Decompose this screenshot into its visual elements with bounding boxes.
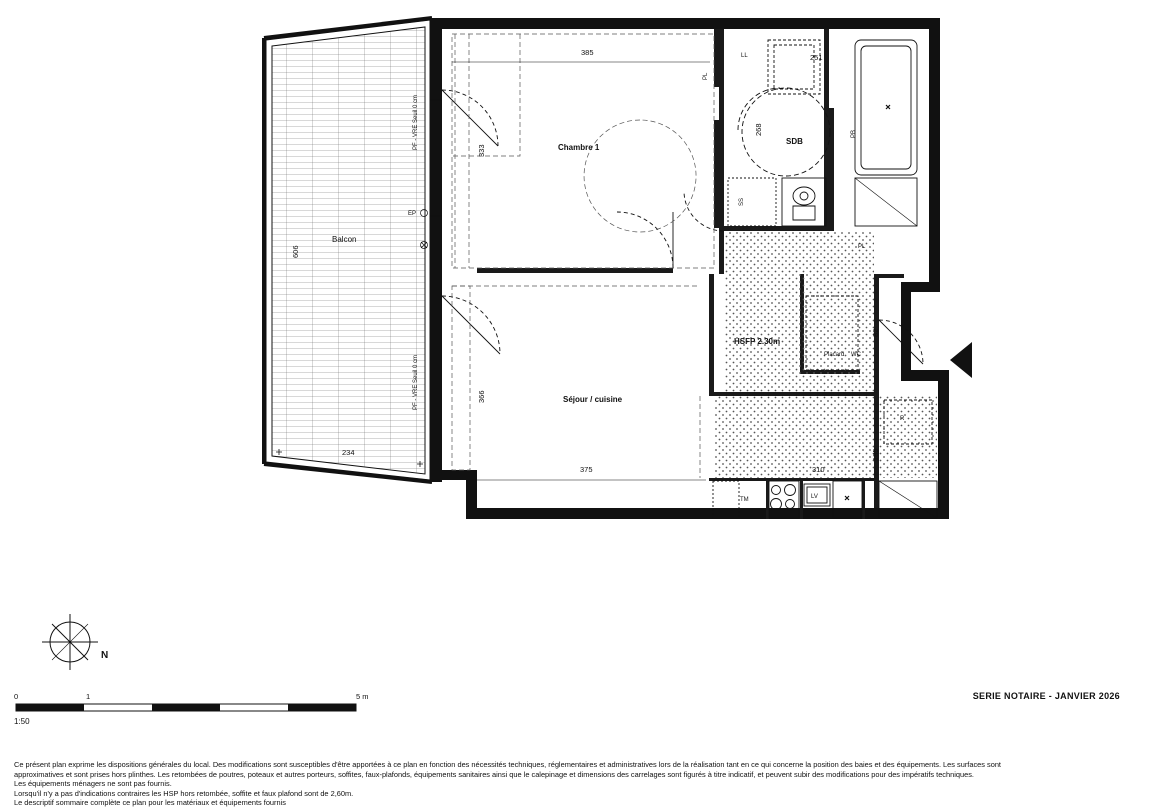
- dim-82: 82: [871, 328, 880, 337]
- footer-line-4: Lorsqu'il n'y a pas d'indications contraires les HSP hors retombée, soffite et faux plafond sont de 2,60m.: [14, 788, 354, 798]
- dim-185: 185: [871, 448, 880, 461]
- label-ss: SS: [739, 197, 745, 206]
- dim-310: 310: [812, 465, 825, 474]
- footer-line-1: Ce présent plan exprime les dispositions générales du local. Des modifications sont susceptibles d'être apportées à ce plan en fonction des nécessités techniques, réglementaires et administratives lors de la réalisation tant en ce qui concerne la position des baies et des équipements. Les surfaces sont: [14, 760, 1001, 769]
- dim-606: 606: [291, 245, 300, 258]
- entrance-arrow-icon: [950, 342, 972, 378]
- compass-label-n: N: [101, 650, 109, 661]
- label-r: R: [900, 416, 905, 422]
- scale-tick-5m: 5 m: [356, 692, 369, 701]
- label-ep: EP: [408, 211, 417, 217]
- balcony-area: [264, 18, 432, 482]
- compass-rose-icon: [42, 614, 98, 670]
- footer-line-2: approximatives et sont prises hors plinthes. Les retombées de poutres, poteaux et autres porteurs, soffites, faux-plafonds, équipements sanitaires ainsi que le calepinage et dimensions des carrelages sont figurés à titre indicatif, et peuvent subir des modifications pour des impératifs techniques.: [14, 769, 974, 779]
- dim-366: 366: [477, 390, 486, 403]
- footer-line-5: Le descriptif sommaire complète ce plan pour les matériaux et équipements fournis: [14, 798, 286, 808]
- label-tm: TM: [740, 497, 749, 503]
- dim-375: 375: [580, 465, 593, 474]
- scale-bar: [16, 704, 356, 711]
- dashed-guides: [452, 34, 714, 478]
- dim-333: 333: [477, 144, 486, 157]
- label-pf-vre-bottom: PF - VRE Seuil 0 cm: [413, 354, 419, 410]
- dim-385: 385: [581, 48, 594, 57]
- dim-268: 268: [754, 123, 763, 136]
- scale-tick-1: 1: [86, 692, 91, 701]
- label-pl-top: PL: [703, 72, 709, 80]
- dim-251: 251: [810, 53, 823, 62]
- legal-footer: [14, 760, 1134, 808]
- dim-234: 234: [342, 448, 355, 457]
- label-pl-right: PL: [858, 244, 866, 250]
- label-wc: WC: [851, 352, 861, 358]
- footer-line-3: Les équipements ménagers ne sont pas fournis.: [14, 779, 172, 789]
- room-label-sejour-cuisine: Séjour / cuisine: [563, 395, 623, 404]
- room-label-chambre1: Chambre 1: [558, 143, 600, 152]
- scale-ratio-label: 1:50: [14, 717, 30, 726]
- room-label-balcon: Balcon: [332, 235, 357, 244]
- serie-notaire-label: SERIE NOTAIRE - JANVIER 2026: [972, 691, 1120, 701]
- label-lv: LV: [811, 494, 818, 500]
- label-placard: Placard: [824, 352, 845, 358]
- room-label-sdb: SDB: [786, 137, 803, 146]
- label-pf-vre-top: PF - VRE Seuil 0 cm: [413, 94, 419, 150]
- scale-tick-0: 0: [14, 692, 19, 701]
- label-pb: PB: [851, 129, 857, 138]
- room-label-hsfp: HSFP 2.30m: [734, 337, 781, 346]
- label-ll: LL: [741, 53, 748, 59]
